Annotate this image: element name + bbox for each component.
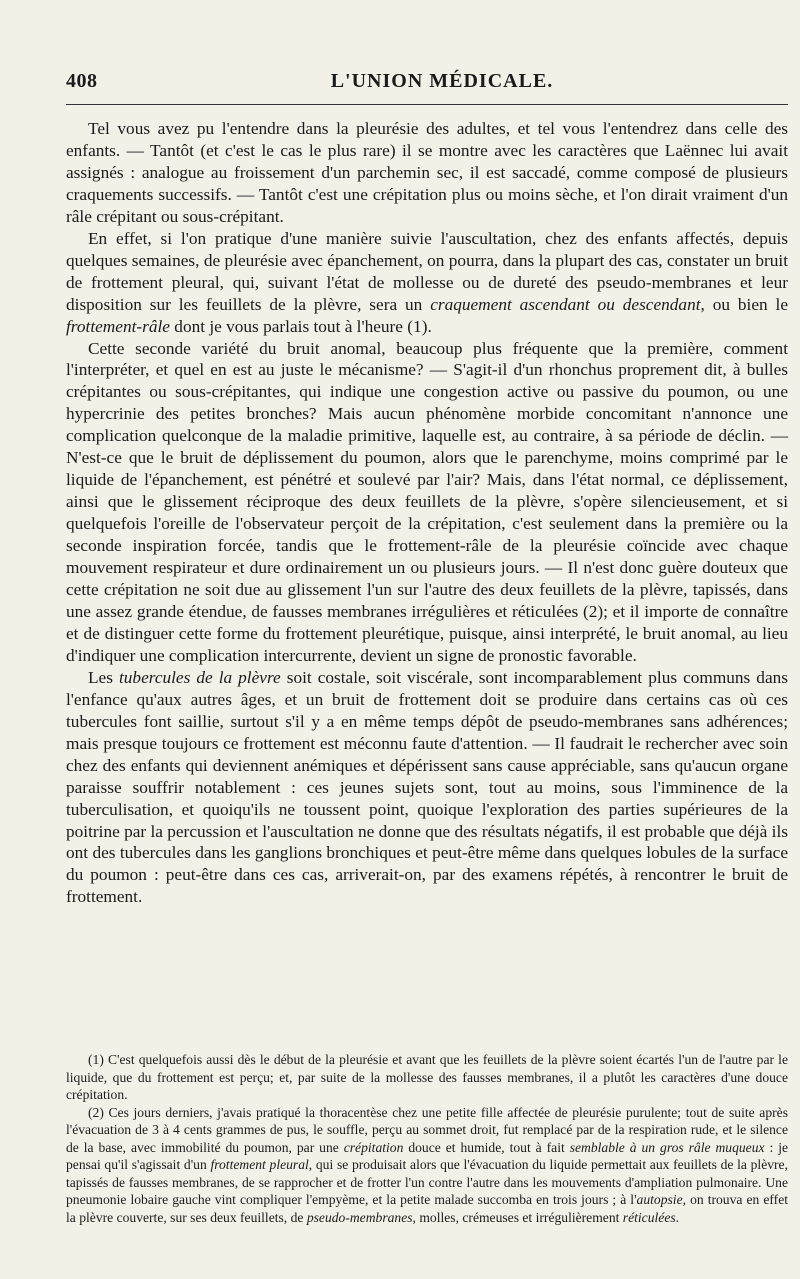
emphasis: frottement-râle	[66, 316, 170, 336]
paragraph: Tel vous avez pu l'entendre dans la pleurésie des adultes, et tel vous l'entendrez dans celle des enfants. — Tantôt (et c'est le cas le plus rare) il se montre avec les caractères que Laënnec lui avait assignés : analogue au froissement d'un parchemin sec, il est saccadé, comme composé de plusieurs craquements successifs. — Tantôt c'est une crépitation plus ou moins sèche, et l'on dirait vraiment d'un râle crépitant ou sous-crépitant.	[66, 119, 788, 226]
footnotes	[66, 1051, 788, 1226]
paragraph: En effet, si l'on pratique d'une manière suivie l'auscultation, chez des enfants affectés, depuis quelques semaines, de pleurésie avec épanchement, on pourra, dans la plupart des cas, constater un bruit de frottement pleural, qui, suivant l'état de mollesse ou de dureté des pseudo-membranes et leur disposition sur les feuillets de la plèvre, sera un craquement ascendant ou descendant, ou bien le frottement-râle dont je vous parlais tout à l'heure (1).	[66, 228, 788, 336]
emphasis: réticulées	[622, 1209, 676, 1225]
footnote-1: (1) C'est quelquefois aussi dès le début de la pleurésie et avant que les feuillets de la plèvre soient écartés l'un de l'autre par le liquide, que du frottement est perçu; et, par suite de la mollesse des fausses membranes, il a plutôt les caractères d'une douce crépitation.	[66, 1052, 788, 1102]
emphasis: craquement ascendant ou descendant	[430, 294, 701, 314]
footnote-2: (2) Ces jours derniers, j'avais pratiqué la thoracentèse chez une petite fille affectée de pleurésie purulente; tout de suite après l'évacuation de 3 à 4 cents grammes de pus, le souffle, perçu au sommet droit, fut remplacé par de la respiration rude, et le silence de la base, avec immobilité du poumon, par une crépitation douce et humide, tout à fait semblable à un gros râle muqueux : je pensai qu'il s'agissait d'un frottement pleural, qui se produisait alors que l'évacuation du liquide permettait aux feuillets de la plèvre, tapissés de fausses membranes, de se rapprocher et de frotter l'un contre l'autre dans les mouvements d'ampliation pulmonaire. Une pneumonie lobaire gauche vint compliquer l'empyème, et la petite malade succomba en trois jours ; à l'autopsie, on trouva en effet la plèvre couverte, sur ses deux feuillets, de pseudo-membranes, molles, crémeuses et irrégulièrement réticulées.	[66, 1104, 789, 1225]
running-head: L'UNION MÉDICALE.	[330, 70, 554, 92]
body-text	[66, 118, 788, 908]
emphasis: crépitation	[343, 1139, 404, 1155]
page-number: 408	[66, 70, 98, 92]
emphasis: pseudo-membranes	[306, 1209, 413, 1225]
paragraph: Les tubercules de la plèvre soit costale, soit viscérale, sont incomparablement plus communs dans l'enfance qu'aux autres âges, et un bruit de frottement doit se produire dans certains cas où ces tubercules font saillie, surtout s'il y a en même temps dépôt de pseudo-membranes sans adhérences; mais presque toujours ce frottement est méconnu faute d'attention. — Il faudrait le rechercher avec soin chez des enfants qui deviennent anémiques et dépérissent sans cause appréciable, sans qu'aucun organe paraisse souffrir notablement : ces jeunes sujets sont, tout au moins, sous l'imminence de la tuberculisation, et quoiqu'ils ne toussent point, quoique l'exploration des parties supérieures de la poitrine par la percussion et l'auscultation ne donne que des résultats négatifs, il est probable que déjà ils ont des tubercules dans les ganglions bronchiques et peut-être même dans quelques lobules de la surface du poumon : peut-être dans ces cas, arriverait-on, par des examens répétés, à rencontrer le bruit de frottement.	[66, 667, 788, 907]
emphasis: frottement pleural	[210, 1157, 309, 1172]
emphasis: tubercules de la plèvre	[118, 667, 281, 687]
emphasis: autopsie	[636, 1192, 683, 1207]
paragraph: Cette seconde variété du bruit anomal, beaucoup plus fréquente que la première, comment l'interpréter, et quel en est au juste le mécanisme? — S'agit-il d'un rhonchus proprement dit, à bulles crépitantes ou sous-crépitantes, qui indique une congestion active ou passive du poumon, ou une hypercrinie des petites bronches? Mais aucun phénomène morbide concomitant n'annonce une complication quelconque de la maladie primitive, laquelle est, au contraire, à sa période de déclin. — N'est-ce que le bruit de déplissement du poumon, alors que le parenchyme, moins comprimé par le liquide de l'épanchement, est pénétré et soulevé par l'air? Mais, dans l'état normal, ce déplissement, ainsi que le glissement réciproque des deux feuillets de la plèvre, s'opère silencieusement, et si quelquefois l'oreille de l'observateur perçoit de la crépitation, c'est seulement dans la première ou la seconde inspiration forcée, tandis que le frottement-râle de la pleurésie coïncide avec chaque mouvement respirateur et dure ordinairement un ou plusieurs jours. — Il n'est donc guère douteux que cette crépitation ne soit due au glissement l'un sur l'autre des deux feuillets de la plèvre, tapissés, dans une assez grande étendue, de fausses membranes irrégulières et réticulées (2); et il importe de connaître et de distinguer cette forme du frottement pleurétique, puisque, ainsi interprété, le bruit anomal, au lieu d'indiquer une complication intercurrente, devient un signe de pronostic favorable.	[66, 338, 788, 665]
page-header	[66, 70, 788, 96]
emphasis: semblable à un gros râle muqueux	[569, 1139, 765, 1155]
header-rule	[66, 104, 788, 105]
